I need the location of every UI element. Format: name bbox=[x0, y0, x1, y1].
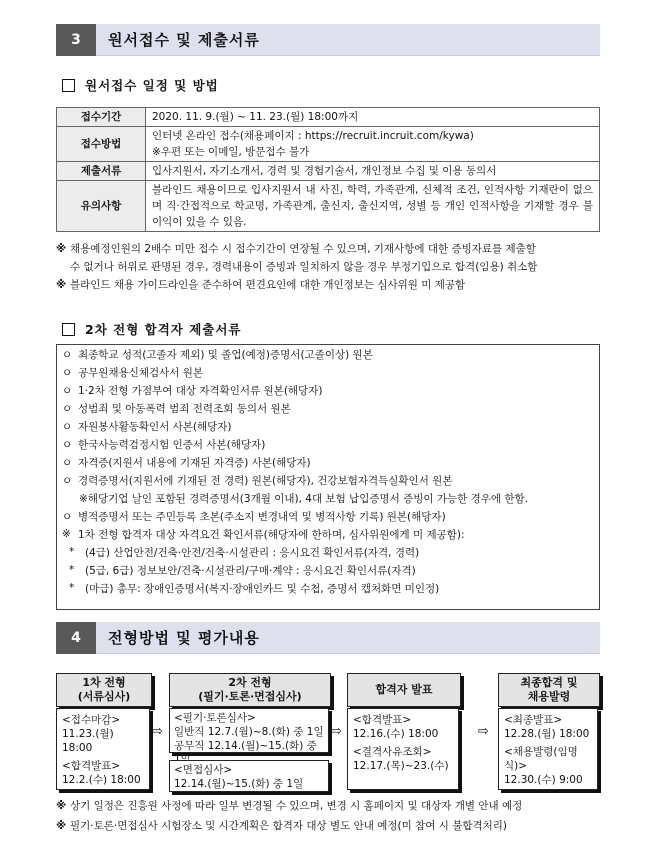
row-value: 입사지원서, 자기소개서, 경력 및 경험기술서, 개인정보 수집 및 이용 동의서 bbox=[146, 162, 600, 181]
document-item: ※해당기업 날인 포함된 경력증명서(3개월 이내), 4대 보험 납입증명서 증빙이 가능한 경우에 한함. bbox=[79, 492, 529, 505]
documents-box bbox=[56, 344, 600, 610]
stage-3-body: <합격발표> 12.16.(수) 18:00 <결격사유조회> 12.17.(목)~23.(수) bbox=[347, 708, 459, 790]
note-line: ※ 블라인드 채용 가이드라인을 준수하여 편견요인에 대한 개인정보는 심사위원 미 제공함 bbox=[56, 279, 466, 291]
stage-1-body: <접수마감> 11.23.(월) 18:00 <합격발표> 12.2.(수) 18:00 bbox=[56, 708, 150, 790]
section-3-header bbox=[56, 24, 600, 56]
document-item: ㅇ 자격증(지원서 내용에 기재된 자격증) 사본(해당자) bbox=[62, 456, 311, 469]
document-item: ㅇ 한국사능력검정시험 인증서 사본(해당자) bbox=[62, 438, 266, 451]
document-item: ㅇ 공무원채용신체검사서 원본 bbox=[62, 366, 204, 379]
row-value: 인터넷 온라인 접수(채용페이지 : https://recruit.incruit.com/kywa) ※우편 또는 이메일, 방문접수 불가 bbox=[146, 127, 600, 162]
section-4-header bbox=[56, 622, 600, 654]
table-row bbox=[57, 127, 600, 162]
stage-2-header: 2차 전형 (필기·토론·면접심사) bbox=[169, 673, 331, 707]
note-line: 수 없거나 허위로 판명된 경우, 경력내용이 증빙과 일치하지 않을 경우 부정기입으로 합격(임용) 취소함 bbox=[70, 261, 538, 273]
subheading-schedule bbox=[62, 76, 219, 94]
subheading-text: 2차 전형 합격자 제출서류 bbox=[85, 322, 242, 337]
section-number: 3 bbox=[56, 24, 96, 56]
row-header: 제출서류 bbox=[57, 162, 146, 181]
stage-3-header: 합격자 발표 bbox=[347, 673, 461, 707]
arrow-icon: ⇨ bbox=[331, 724, 342, 739]
document-item: * (마급) 총무: 장애인증명서(복지·장애인카드 및 수첩, 증명서 캡처화면 미인정) bbox=[69, 582, 440, 595]
document-item: * (4급) 산업안전/건축·안전/건축·시설관리 : 응시요건 확인서류(자격, 경력) bbox=[69, 546, 420, 559]
stage-2-body-a: <필기·토론심사> 일반직 12.7.(월)~8.(화) 중 1일 공무직 12.14.(월)~15.(화) 중 bbox=[169, 708, 329, 753]
stage-2-body-b: <면접심사> 12.14.(월)~15.(화) 중 1일 bbox=[169, 760, 329, 792]
section-title: 전형방법 및 평가내용 bbox=[96, 622, 600, 654]
note-line: ※ 필기·토론·면접심사 시험장소 및 시간계획은 합격자 대상 별도 안내 예정(미 참여 시 불합격처리) bbox=[56, 820, 508, 832]
arrow-icon: ⇨ bbox=[478, 724, 489, 739]
subheading-documents bbox=[62, 320, 242, 338]
row-header: 유의사항 bbox=[57, 181, 146, 232]
document-item: ※ 1차 전형 합격자 대상 자격요건 확인서류(해당자에 한하며, 심사위원에게 미 제공함): bbox=[62, 528, 465, 541]
row-header: 접수기간 bbox=[57, 108, 146, 127]
table-row bbox=[57, 162, 600, 181]
arrow-icon: ⇨ bbox=[152, 724, 163, 739]
document-item: ㅇ 최종학교 성적(고졸자 제외) 및 졸업(예정)증명서(고졸이상) 원본 bbox=[62, 348, 373, 361]
note-line: ※ 상기 일정은 진흥원 사정에 따라 일부 변경될 수 있으며, 변경 시 홈페이지 및 대상자 개별 안내 예정 bbox=[56, 800, 523, 812]
document-item: ㅇ 성범죄 및 아동폭력 범죄 전력조회 동의서 원본 bbox=[62, 402, 291, 415]
square-bullet-icon bbox=[62, 323, 75, 336]
notes-1 bbox=[56, 240, 606, 294]
document-item: ㅇ 경력증명서(지원서에 기재된 전 경력) 원본(해당자), 건강보험자격득실확인서 원본 bbox=[62, 474, 453, 487]
section-title: 원서접수 및 제출서류 bbox=[96, 24, 600, 56]
subheading-text: 원서접수 일정 및 방법 bbox=[85, 78, 219, 93]
document-item: ㅇ 병적증명서 또는 주민등록 초본(주소지 변경내역 및 병적사항 기록) 원본(해당자) bbox=[62, 510, 446, 523]
document-item: ㅇ 1·2차 전형 가점부여 대상 자격확인서류 원본(해당자) bbox=[62, 384, 323, 397]
application-table bbox=[56, 107, 600, 232]
document-item: ㅇ 자원봉사활동확인서 사본(해당자) bbox=[62, 420, 232, 433]
section-number: 4 bbox=[56, 622, 96, 654]
stage-1-header: 1차 전형 (서류심사) bbox=[56, 673, 152, 707]
note-line: ※ 채용예정인원의 2배수 미만 접수 시 접수기간이 연장될 수 있으며, 기재사항에 대한 증빙자료를 제출할 bbox=[56, 243, 536, 255]
table-row bbox=[57, 108, 600, 127]
square-bullet-icon bbox=[62, 79, 75, 92]
document-item: * (5급, 6급) 정보보안/건축·시설관리/구매·계약 : 응시요건 확인서류(자격) bbox=[69, 564, 416, 577]
row-value: 블라인드 채용이므로 입사지원서 내 사진, 학력, 가족관계, 신체적 조건, 인적사항 기재란이 없으며 직·간접적으로 학교명, 가족관계, 출신지, 출신지역, 성별 등 개인 인적사항을 기재할 경우 불이익이 있을 수 있음. bbox=[146, 181, 600, 232]
stage-4-header: 최종합격 및 채용발령 bbox=[498, 673, 600, 707]
row-value: 2020. 11. 9.(월) ~ 11. 23.(월) 18:00까지 bbox=[146, 108, 600, 127]
table-row bbox=[57, 181, 600, 232]
stage-4-body: <최종발표> 12.28.(월) 18:00 <채용발령(임명식)> 12.30.(수) 9:00 bbox=[498, 708, 598, 790]
bottom-notes bbox=[56, 796, 522, 836]
row-header: 접수방법 bbox=[57, 127, 146, 162]
